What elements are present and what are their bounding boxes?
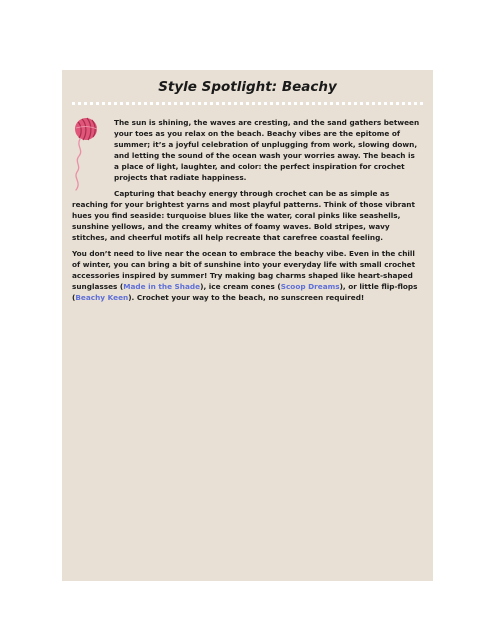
paragraph-intro: The sun is shining, the waves are cresting, and the sand gathers between your toes as you relax on the beach. Beachy vibes are the epitome of summer; it’s a joyful celebration of unplugging from work, slowing down, and letting the sound of the ocean wash your worries away. The beach is a place of light, laughter, and color: the perfect inspiration for crochet projects that radiate happiness. bbox=[114, 118, 420, 182]
text-segment: You don’t need to live near the ocean to embrace the beachy vibe. Even in the chill of winter, you can bring a bit of sunshine into your everyday life with small crochet accessories inspired by summer! Try making bag charms shaped like heart-shaped sunglasses ( bbox=[72, 249, 416, 291]
article-body bbox=[72, 117, 421, 308]
text-segment: ). Crochet your way to the beach, no sunscreen required! bbox=[128, 293, 365, 302]
article-card bbox=[62, 70, 433, 581]
link-made-in-the-shade[interactable]: Made in the Shade bbox=[123, 282, 201, 291]
text-segment: ), or little flip-flops ( bbox=[72, 282, 418, 302]
article-title: Style Spotlight: Beachy bbox=[158, 79, 337, 95]
link-scoop-dreams[interactable]: Scoop Dreams bbox=[280, 282, 340, 291]
dotted-divider bbox=[72, 102, 423, 105]
paragraph-colors: Capturing that beachy energy through crochet can be as simple as reaching for your brightest yarns and most playful patterns. Think of those vibrant hues you find seaside: turquoise blues like the water, coral pinks like seashells, sunshine yellows, and the creamy whites of foamy waves. Bold stripes, wavy stitches, and cheerful motifs all help recreate that carefree coastal feeling. bbox=[72, 189, 415, 242]
link-beachy-keen[interactable]: Beachy Keen bbox=[75, 293, 129, 302]
paragraph-accessories bbox=[72, 248, 421, 303]
text-segment: ), ice cream cones ( bbox=[200, 282, 281, 291]
